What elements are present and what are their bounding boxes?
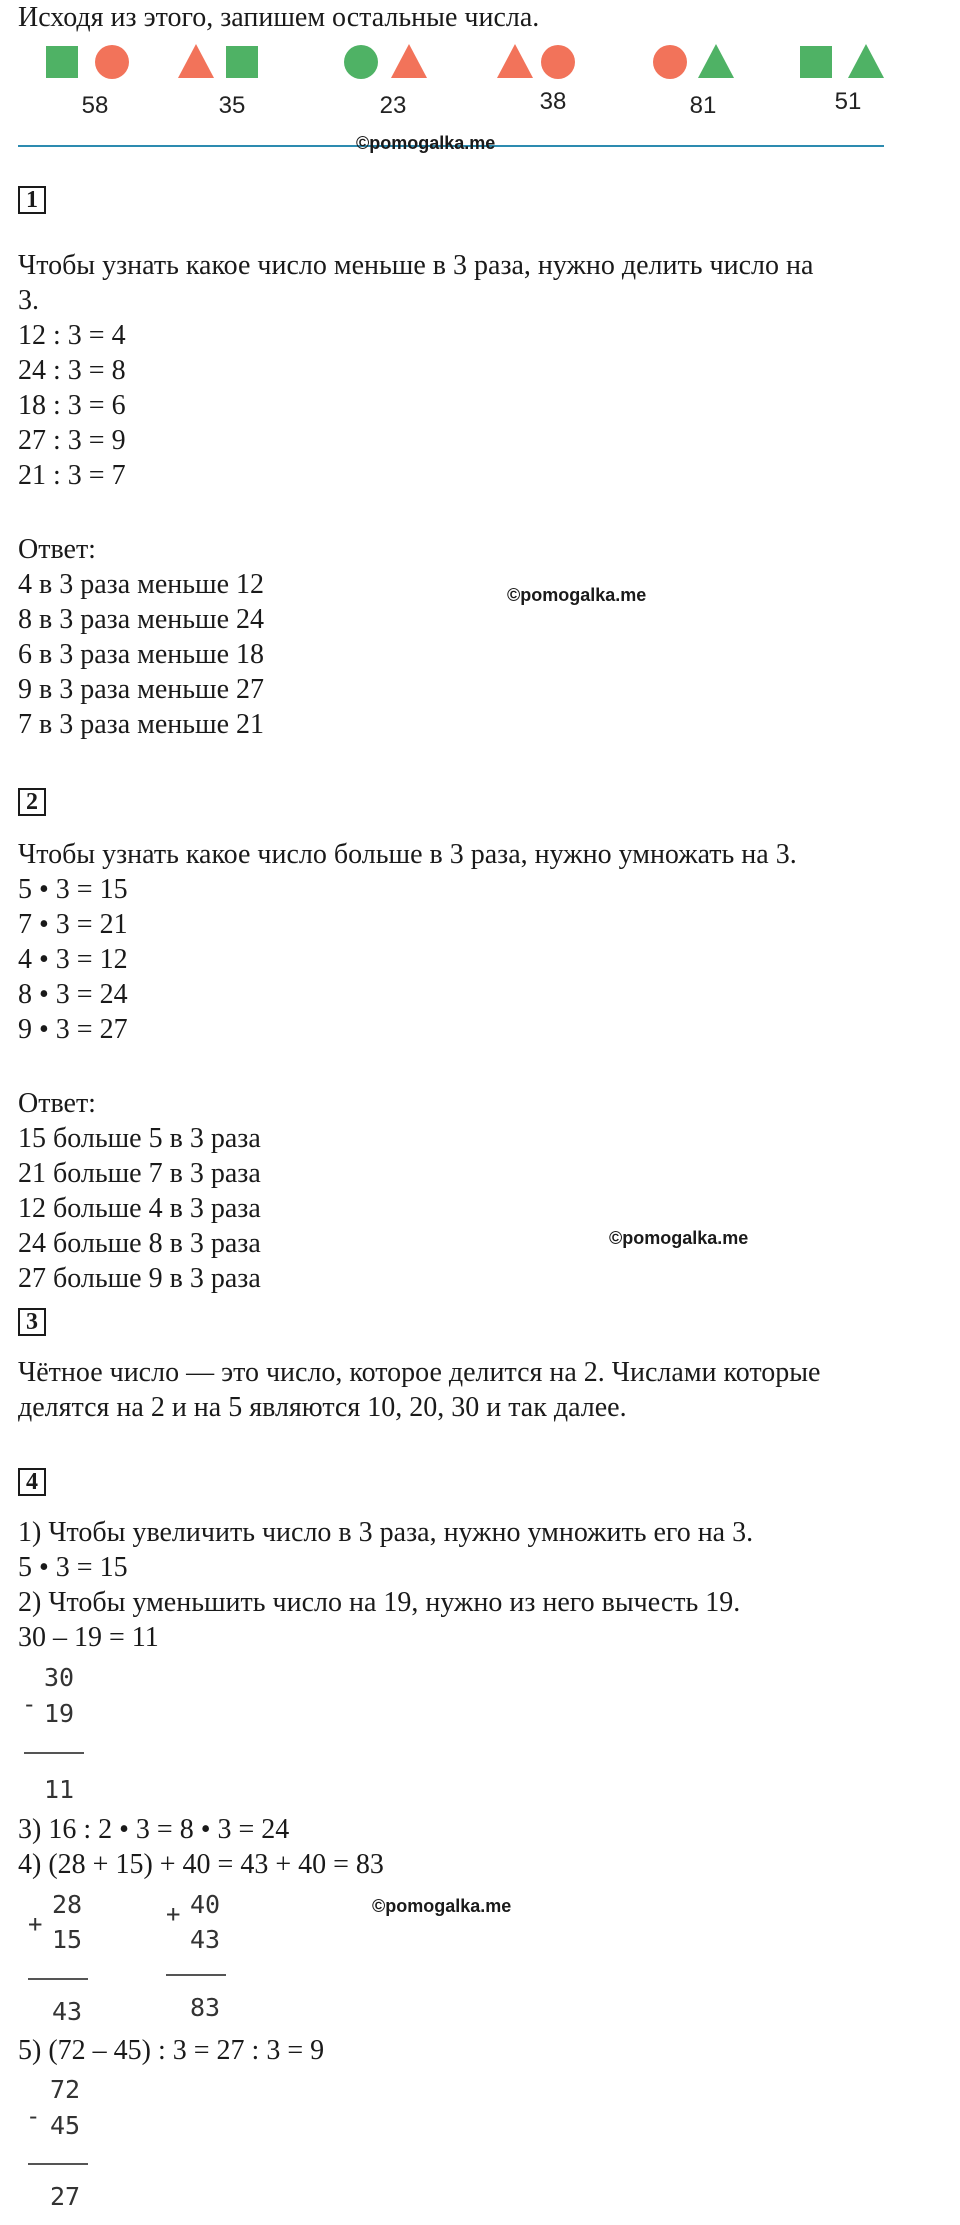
minus-sign: -: [26, 2102, 41, 2130]
red-triangle-icon: [497, 44, 533, 78]
column-bottom: 19: [44, 1699, 75, 1728]
watermark: ©pomogalka.me: [609, 1228, 749, 1248]
red-triangle-icon: [178, 44, 214, 78]
green-circle-icon: [344, 45, 378, 79]
task4-line: 2) Чтобы уменьшить число на 19, нужно из него вычесть 19.: [18, 1587, 741, 1618]
column-result: 11: [44, 1775, 75, 1804]
column-result: 83: [190, 1993, 221, 2022]
green-square-icon: [800, 46, 832, 78]
task4-line: 4) (28 + 15) + 40 = 43 + 40 = 83: [18, 1849, 384, 1880]
task4-line: 5) (72 – 45) : 3 = 27 : 3 = 9: [18, 2035, 325, 2066]
task4-line: 1) Чтобы увеличить число в 3 раза, нужно умножить его на 3.: [18, 1517, 754, 1548]
task2-answer: 21 больше 7 в 3 раза: [18, 1158, 261, 1189]
task4-line: 3) 16 : 2 • 3 = 8 • 3 = 24: [18, 1814, 290, 1845]
shape-number: 81: [689, 92, 717, 119]
task1-line: 24 : 3 = 8: [18, 355, 126, 386]
watermark: ©pomogalka.me: [356, 133, 496, 153]
column-bar: [28, 2163, 88, 2165]
column-top: 72: [50, 2075, 81, 2104]
task4-line: 5 • 3 = 15: [18, 1552, 128, 1583]
plus-sign: +: [28, 1910, 43, 1938]
task4-line: 30 – 19 = 11: [18, 1622, 159, 1653]
task3-line: Чётное число — это число, которое делится на 2. Числами которые: [18, 1357, 821, 1388]
task1-answer: 8 в 3 раза меньше 24: [18, 604, 265, 635]
shape-number: 38: [539, 88, 567, 115]
column-top: 40: [190, 1890, 221, 1919]
red-circle-icon: [541, 45, 575, 79]
task2-line: 8 • 3 = 24: [18, 979, 128, 1010]
task1-line: 21 : 3 = 7: [18, 460, 126, 491]
task2-answer: 12 больше 4 в 3 раза: [18, 1193, 261, 1224]
red-triangle-icon: [391, 44, 427, 78]
green-triangle-icon: [848, 44, 884, 78]
column-bottom: 45: [50, 2111, 81, 2140]
column-top: 28: [52, 1890, 83, 1919]
task2-answer: 24 больше 8 в 3 раза: [18, 1228, 261, 1259]
task2-line: 4 • 3 = 12: [18, 944, 128, 975]
task-number-4: 4: [18, 1468, 46, 1496]
minus-sign: -: [22, 1690, 37, 1718]
plus-sign: +: [166, 1900, 181, 1928]
task-number-1: 1: [18, 186, 46, 214]
task1-answer: 6 в 3 раза меньше 18: [18, 639, 265, 670]
column-bottom: 43: [190, 1925, 221, 1954]
task1-line: 18 : 3 = 6: [18, 390, 126, 421]
task1-answer-label: Ответ:: [18, 534, 96, 565]
green-square-icon: [46, 46, 78, 78]
task2-line: 5 • 3 = 15: [18, 874, 128, 905]
column-result: 43: [52, 1997, 83, 2026]
green-triangle-icon: [698, 44, 734, 78]
task2-line: 9 • 3 = 27: [18, 1014, 128, 1045]
red-circle-icon: [653, 45, 687, 79]
task1-line: 3.: [18, 285, 39, 316]
task-number-3: 3: [18, 1308, 46, 1336]
green-square-icon: [226, 46, 258, 78]
column-top: 30: [44, 1663, 75, 1692]
shape-number: 35: [218, 92, 246, 119]
task-number-2: 2: [18, 788, 46, 816]
task1-answer: 7 в 3 раза меньше 21: [18, 709, 265, 740]
task2-line: Чтобы узнать какое число больше в 3 раза, нужно умножать на 3.: [18, 839, 797, 870]
task3-line: делятся на 2 и на 5 являются 10, 20, 30 и так далее.: [18, 1392, 627, 1423]
shape-number: 58: [81, 92, 109, 119]
intro-text: Исходя из этого, запишем остальные числа.: [18, 2, 540, 33]
column-result: 27: [50, 2182, 81, 2211]
watermark: ©pomogalka.me: [507, 585, 647, 605]
task1-answer: 4 в 3 раза меньше 12: [18, 569, 265, 600]
task2-answer-label: Ответ:: [18, 1088, 96, 1119]
task2-answer: 27 больше 9 в 3 раза: [18, 1263, 261, 1294]
task2-line: 7 • 3 = 21: [18, 909, 128, 940]
task2-answer: 15 больше 5 в 3 раза: [18, 1123, 261, 1154]
task1-answer: 9 в 3 раза меньше 27: [18, 674, 265, 705]
task1-line: 12 : 3 = 4: [18, 320, 126, 351]
watermark: ©pomogalka.me: [372, 1896, 512, 1916]
red-circle-icon: [95, 45, 129, 79]
column-bar: [28, 1978, 88, 1980]
task1-line: 27 : 3 = 9: [18, 425, 126, 456]
shape-number: 51: [834, 88, 862, 115]
task1-line: Чтобы узнать какое число меньше в 3 раза, нужно делить число на: [18, 250, 814, 281]
column-bottom: 15: [52, 1925, 83, 1954]
column-bar: [24, 1752, 84, 1754]
column-bar: [166, 1974, 226, 1976]
shape-number: 23: [379, 92, 407, 119]
